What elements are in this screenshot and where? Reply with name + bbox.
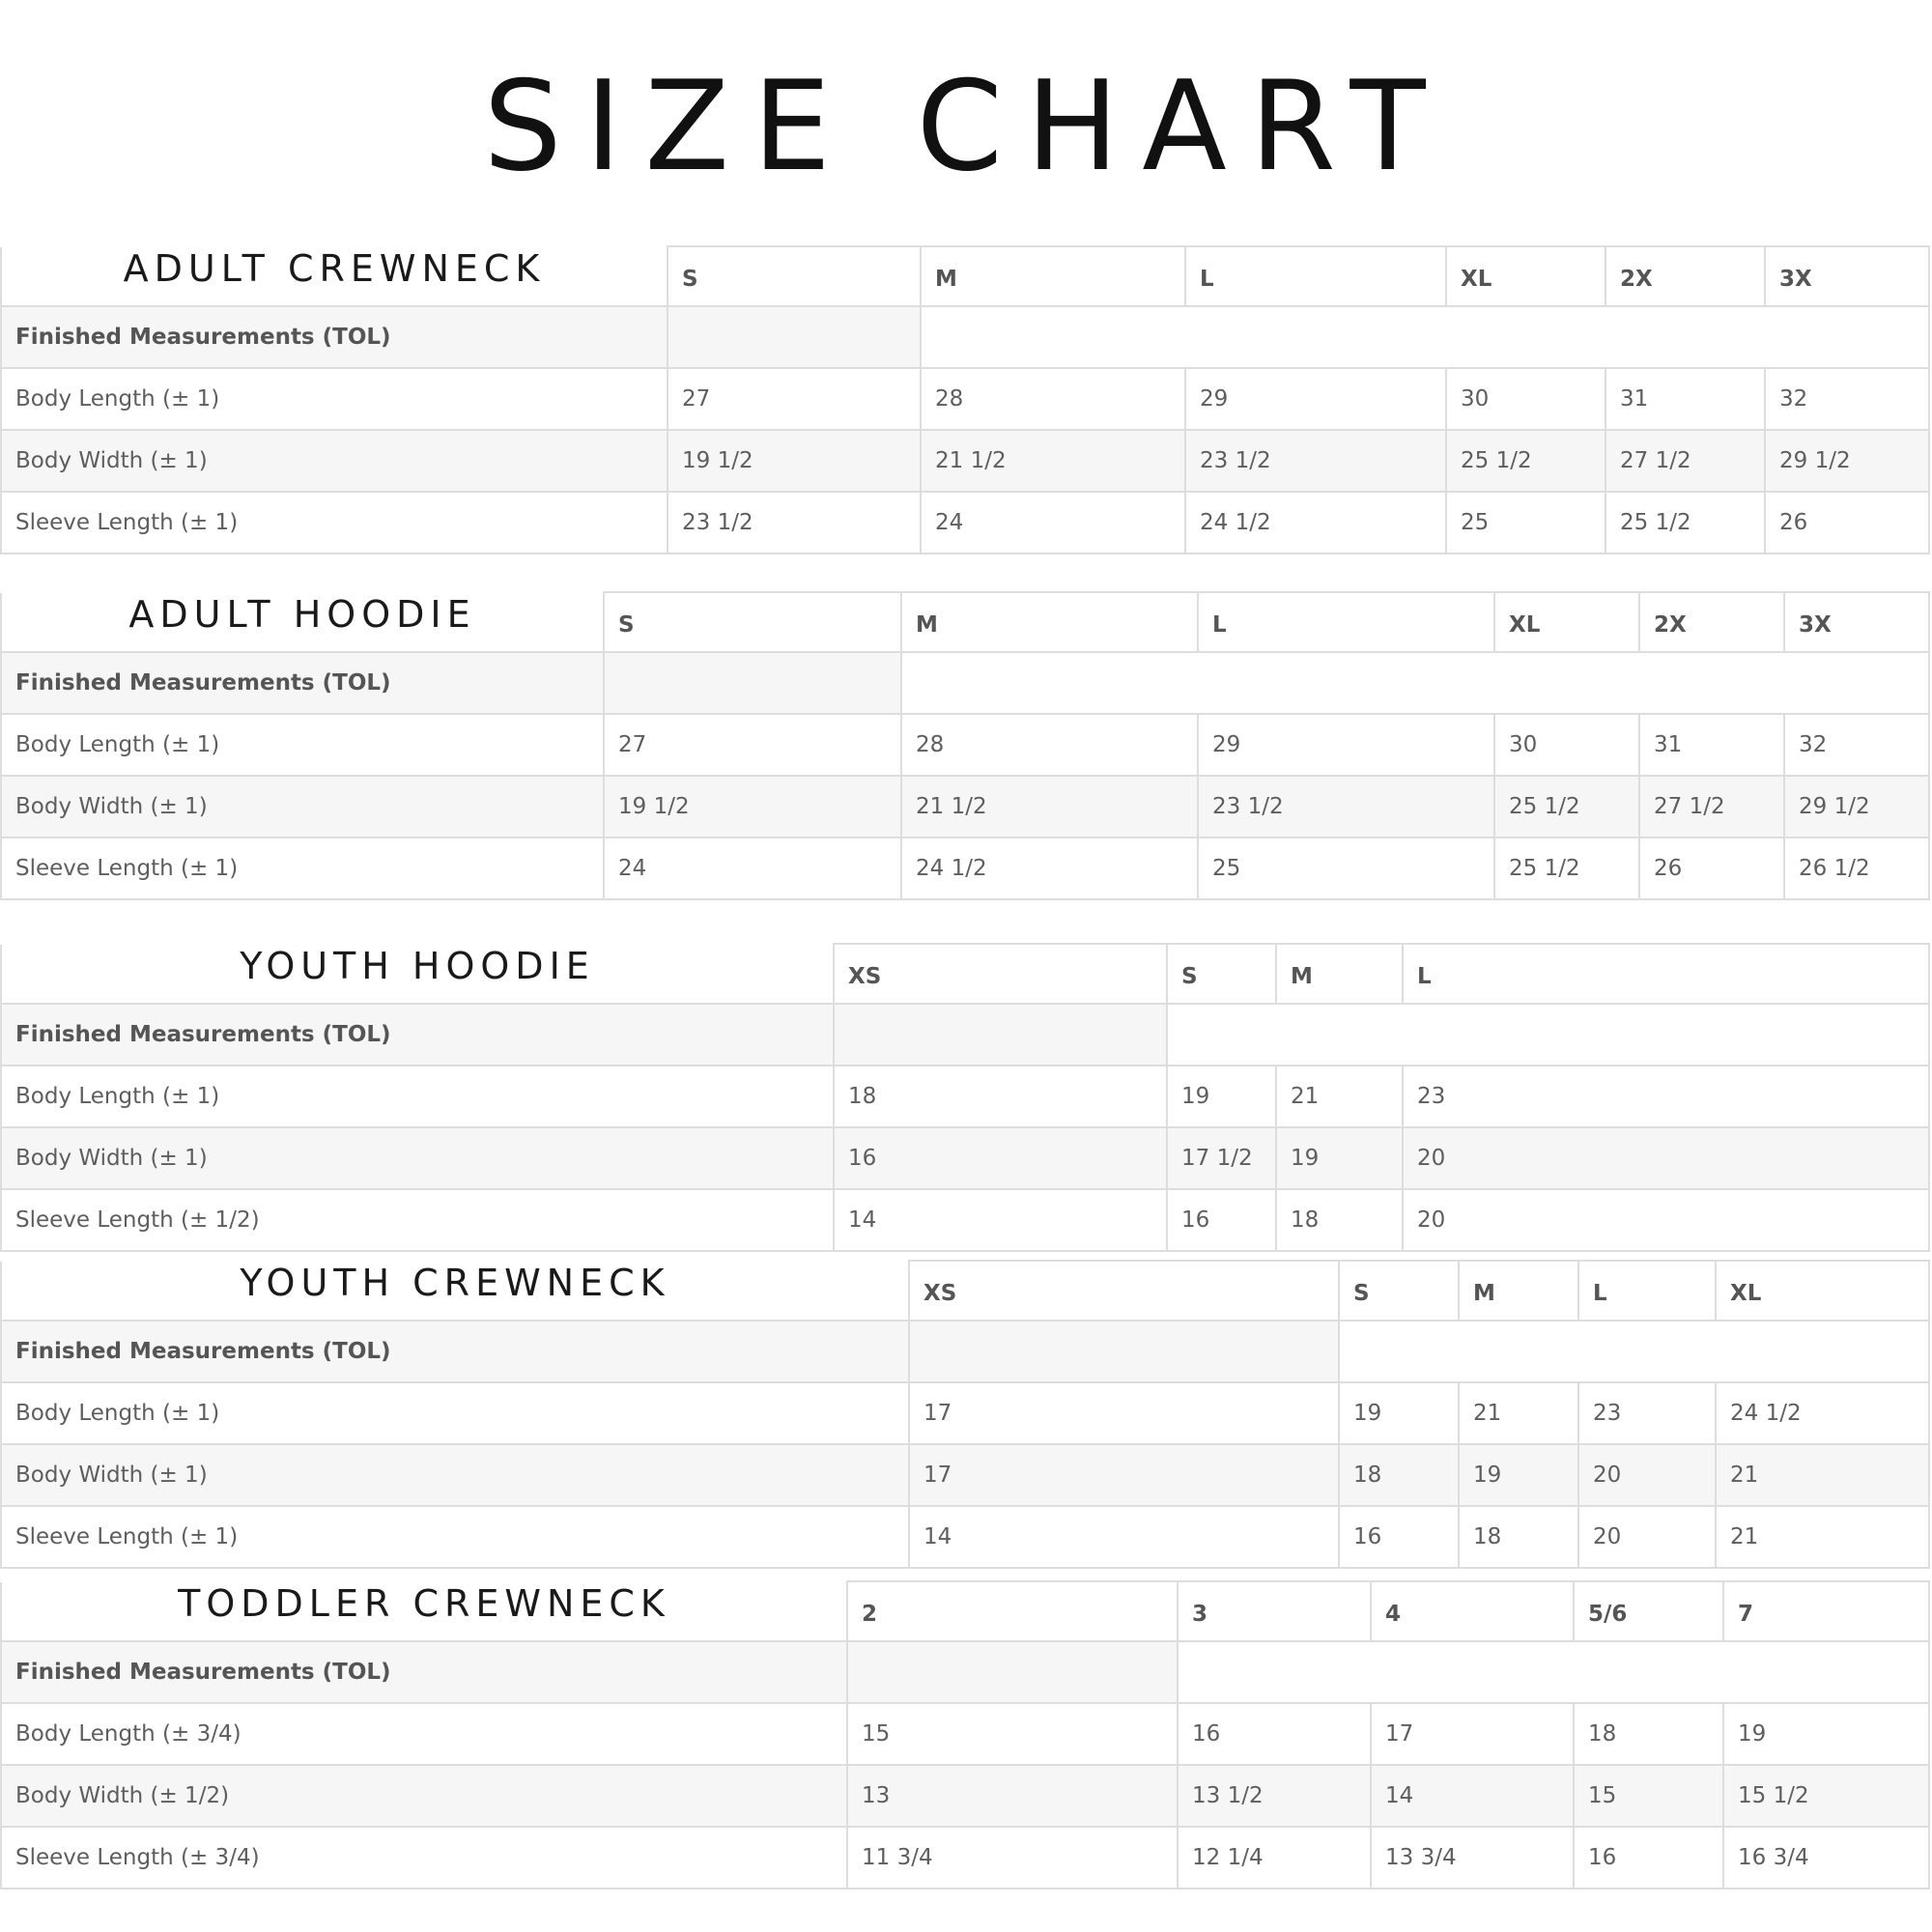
size-header: 5/6	[1574, 1581, 1723, 1641]
value-cell: 32	[1784, 714, 1929, 776]
blank-cell	[604, 652, 901, 714]
row-label: Body Width (± 1)	[1, 430, 668, 492]
value-cell: 14	[1371, 1765, 1574, 1827]
value-cell: 27 1/2	[1639, 776, 1784, 838]
table-row	[1, 492, 1929, 554]
table-row	[1, 1827, 1929, 1889]
value-cell: 14	[834, 1189, 1167, 1251]
table-row	[1, 430, 1929, 492]
table-row	[1, 1127, 1929, 1189]
value-cell: 16	[834, 1127, 1167, 1189]
value-cell: 19	[1167, 1065, 1276, 1127]
size-header: XS	[834, 944, 1167, 1004]
size-header: 7	[1723, 1581, 1929, 1641]
value-cell: 29 1/2	[1765, 430, 1929, 492]
row-label: Sleeve Length (± 1)	[1, 1506, 909, 1568]
finished-measurements-label: Finished Measurements (TOL)	[1, 1321, 909, 1382]
value-cell: 16	[1339, 1506, 1459, 1568]
value-cell: 15	[1574, 1765, 1723, 1827]
table-row	[1, 776, 1929, 838]
row-label: Sleeve Length (± 1/2)	[1, 1189, 834, 1251]
table-row	[1, 1444, 1929, 1506]
size-header: S	[1167, 944, 1276, 1004]
row-label: Sleeve Length (± 1)	[1, 838, 604, 899]
table-row	[1, 1703, 1929, 1765]
value-cell: 19	[1276, 1127, 1403, 1189]
value-cell: 31	[1605, 368, 1765, 430]
row-label: Sleeve Length (± 3/4)	[1, 1827, 847, 1889]
size-header: M	[1459, 1261, 1578, 1321]
value-cell: 30	[1446, 368, 1605, 430]
value-cell: 16 3/4	[1723, 1827, 1929, 1889]
row-label: Body Width (± 1)	[1, 1127, 834, 1189]
value-cell: 19 1/2	[668, 430, 921, 492]
blank-cell	[901, 652, 1929, 714]
value-cell: 20	[1578, 1506, 1716, 1568]
size-header: XL	[1446, 246, 1605, 306]
value-cell: 25	[1446, 492, 1605, 554]
table-row	[1, 1506, 1929, 1568]
size-header: 2	[847, 1581, 1178, 1641]
blank-cell	[668, 306, 921, 368]
value-cell: 21 1/2	[901, 776, 1198, 838]
value-cell: 19	[1339, 1382, 1459, 1444]
blank-cell	[834, 1004, 1167, 1065]
value-cell: 16	[1178, 1703, 1371, 1765]
value-cell: 25 1/2	[1446, 430, 1605, 492]
table-header-row	[1, 1261, 1929, 1321]
table-row	[1, 1189, 1929, 1251]
value-cell: 14	[909, 1506, 1339, 1568]
value-cell: 18	[1339, 1444, 1459, 1506]
value-cell: 17	[1371, 1703, 1574, 1765]
blank-cell	[1178, 1641, 1929, 1703]
value-cell: 30	[1494, 714, 1639, 776]
table-header-row	[1, 1581, 1929, 1641]
size-header: L	[1578, 1261, 1716, 1321]
finished-measurements-label: Finished Measurements (TOL)	[1, 306, 668, 368]
value-cell: 20	[1578, 1444, 1716, 1506]
size-header: 3X	[1784, 592, 1929, 652]
table-row	[1, 368, 1929, 430]
value-cell: 18	[834, 1065, 1167, 1127]
table-row	[1, 714, 1929, 776]
value-cell: 29	[1198, 714, 1494, 776]
row-label: Body Length (± 1)	[1, 368, 668, 430]
table-subheader-row	[1, 652, 1929, 714]
value-cell: 18	[1574, 1703, 1723, 1765]
value-cell: 19	[1723, 1703, 1929, 1765]
size-header: M	[921, 246, 1185, 306]
value-cell: 24 1/2	[1185, 492, 1446, 554]
blank-cell	[1339, 1321, 1929, 1382]
size-header: M	[901, 592, 1198, 652]
value-cell: 16	[1574, 1827, 1723, 1889]
value-cell: 24	[604, 838, 901, 899]
value-cell: 13 1/2	[1178, 1765, 1371, 1827]
value-cell: 25 1/2	[1494, 776, 1639, 838]
value-cell: 12 1/4	[1178, 1827, 1371, 1889]
value-cell: 26	[1639, 838, 1784, 899]
size-header: 4	[1371, 1581, 1574, 1641]
table-row	[1, 1382, 1929, 1444]
table-header-row	[1, 246, 1929, 306]
value-cell: 21 1/2	[921, 430, 1185, 492]
value-cell: 13	[847, 1765, 1178, 1827]
value-cell: 13 3/4	[1371, 1827, 1574, 1889]
finished-measurements-label: Finished Measurements (TOL)	[1, 1004, 834, 1065]
size-header: S	[604, 592, 901, 652]
size-header: S	[668, 246, 921, 306]
value-cell: 24	[921, 492, 1185, 554]
table-subheader-row	[1, 1321, 1929, 1382]
size-header: 3X	[1765, 246, 1929, 306]
value-cell: 15 1/2	[1723, 1765, 1929, 1827]
value-cell: 23	[1578, 1382, 1716, 1444]
value-cell: 18	[1459, 1506, 1578, 1568]
value-cell: 23 1/2	[668, 492, 921, 554]
value-cell: 24 1/2	[901, 838, 1198, 899]
value-cell: 26 1/2	[1784, 838, 1929, 899]
size-header: 2X	[1605, 246, 1765, 306]
value-cell: 20	[1403, 1189, 1929, 1251]
value-cell: 28	[921, 368, 1185, 430]
value-cell: 19	[1459, 1444, 1578, 1506]
finished-measurements-label: Finished Measurements (TOL)	[1, 1641, 847, 1703]
table-header-row	[1, 944, 1929, 1004]
value-cell: 29	[1185, 368, 1446, 430]
blank-cell	[921, 306, 1929, 368]
size-header: L	[1403, 944, 1929, 1004]
size-table-youth-crewneck	[0, 1260, 1930, 1569]
value-cell: 29 1/2	[1784, 776, 1929, 838]
value-cell: 28	[901, 714, 1198, 776]
value-cell: 21	[1716, 1444, 1929, 1506]
size-header: L	[1185, 246, 1446, 306]
row-label: Body Length (± 1)	[1, 714, 604, 776]
size-table-toddler-crewneck	[0, 1580, 1930, 1889]
value-cell: 23 1/2	[1198, 776, 1494, 838]
value-cell: 25 1/2	[1605, 492, 1765, 554]
value-cell: 32	[1765, 368, 1929, 430]
table-row	[1, 1765, 1929, 1827]
value-cell: 31	[1639, 714, 1784, 776]
row-label: Body Width (± 1)	[1, 1444, 909, 1506]
blank-cell	[909, 1321, 1339, 1382]
value-cell: 19 1/2	[604, 776, 901, 838]
size-header: 3	[1178, 1581, 1371, 1641]
table-subheader-row	[1, 1004, 1929, 1065]
value-cell: 21	[1276, 1065, 1403, 1127]
value-cell: 24 1/2	[1716, 1382, 1929, 1444]
value-cell: 21	[1459, 1382, 1578, 1444]
row-label: Body Width (± 1/2)	[1, 1765, 847, 1827]
size-table-adult-hoodie	[0, 591, 1930, 900]
value-cell: 26	[1765, 492, 1929, 554]
value-cell: 16	[1167, 1189, 1276, 1251]
size-table-adult-crewneck	[0, 245, 1930, 554]
table-row	[1, 1065, 1929, 1127]
value-cell: 27	[604, 714, 901, 776]
value-cell: 17	[909, 1382, 1339, 1444]
row-label: Body Length (± 1)	[1, 1382, 909, 1444]
size-header: XS	[909, 1261, 1339, 1321]
row-label: Sleeve Length (± 1)	[1, 492, 668, 554]
value-cell: 11 3/4	[847, 1827, 1178, 1889]
size-header: L	[1198, 592, 1494, 652]
row-label: Body Length (± 3/4)	[1, 1703, 847, 1765]
value-cell: 21	[1716, 1506, 1929, 1568]
section-title: ADULT HOODIE	[1, 592, 604, 652]
table-row	[1, 838, 1929, 899]
section-title: TODDLER CREWNECK	[1, 1581, 847, 1641]
size-header: XL	[1716, 1261, 1929, 1321]
value-cell: 20	[1403, 1127, 1929, 1189]
value-cell: 15	[847, 1703, 1178, 1765]
value-cell: 17	[909, 1444, 1339, 1506]
size-header: M	[1276, 944, 1403, 1004]
section-title: ADULT CREWNECK	[1, 246, 668, 306]
size-table-youth-hoodie	[0, 943, 1930, 1252]
blank-cell	[1167, 1004, 1929, 1065]
size-header: S	[1339, 1261, 1459, 1321]
section-title: YOUTH CREWNECK	[1, 1261, 909, 1321]
row-label: Body Width (± 1)	[1, 776, 604, 838]
value-cell: 23 1/2	[1185, 430, 1446, 492]
value-cell: 17 1/2	[1167, 1127, 1276, 1189]
table-subheader-row	[1, 306, 1929, 368]
size-header: 2X	[1639, 592, 1784, 652]
blank-cell	[847, 1641, 1178, 1703]
table-subheader-row	[1, 1641, 1929, 1703]
table-header-row	[1, 592, 1929, 652]
finished-measurements-label: Finished Measurements (TOL)	[1, 652, 604, 714]
value-cell: 23	[1403, 1065, 1929, 1127]
row-label: Body Length (± 1)	[1, 1065, 834, 1127]
value-cell: 27 1/2	[1605, 430, 1765, 492]
value-cell: 27	[668, 368, 921, 430]
size-header: XL	[1494, 592, 1639, 652]
value-cell: 18	[1276, 1189, 1403, 1251]
section-title: YOUTH HOODIE	[1, 944, 834, 1004]
page-title: SIZE CHART	[483, 55, 1449, 199]
value-cell: 25 1/2	[1494, 838, 1639, 899]
value-cell: 25	[1198, 838, 1494, 899]
